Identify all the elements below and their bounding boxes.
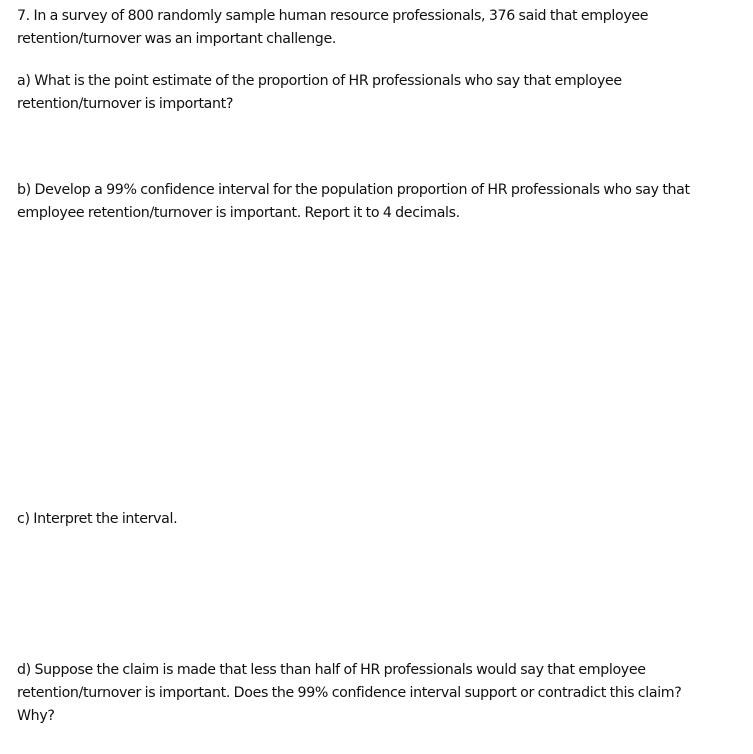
question-part-b: [17, 179, 732, 225]
question-part-d: [17, 659, 732, 728]
text-line: d) Suppose the claim is made that less than half of HR professionals would say that employee: [17, 662, 646, 678]
text-line: 7. In a survey of 800 randomly sample human resource professionals, 376 said that employee: [17, 8, 649, 24]
question-part-c: [17, 508, 732, 531]
text-line: retention/turnover is important?: [17, 96, 234, 112]
text-line: Why?: [17, 708, 55, 724]
text-line: b) Develop a 99% confidence interval for the population proportion of HR professionals who say that: [17, 182, 690, 198]
text-line: employee retention/turnover is important. Report it to 4 decimals.: [17, 205, 460, 221]
text-line: c) Interpret the interval.: [17, 511, 178, 527]
question-part-a: [17, 70, 732, 116]
text-line: retention/turnover was an important challenge.: [17, 31, 336, 47]
text-line: retention/turnover is important. Does the 99% confidence interval support or contradict this claim?: [17, 685, 682, 701]
problem-intro: [17, 5, 732, 51]
text-line: a) What is the point estimate of the proportion of HR professionals who say that employee: [17, 73, 622, 89]
